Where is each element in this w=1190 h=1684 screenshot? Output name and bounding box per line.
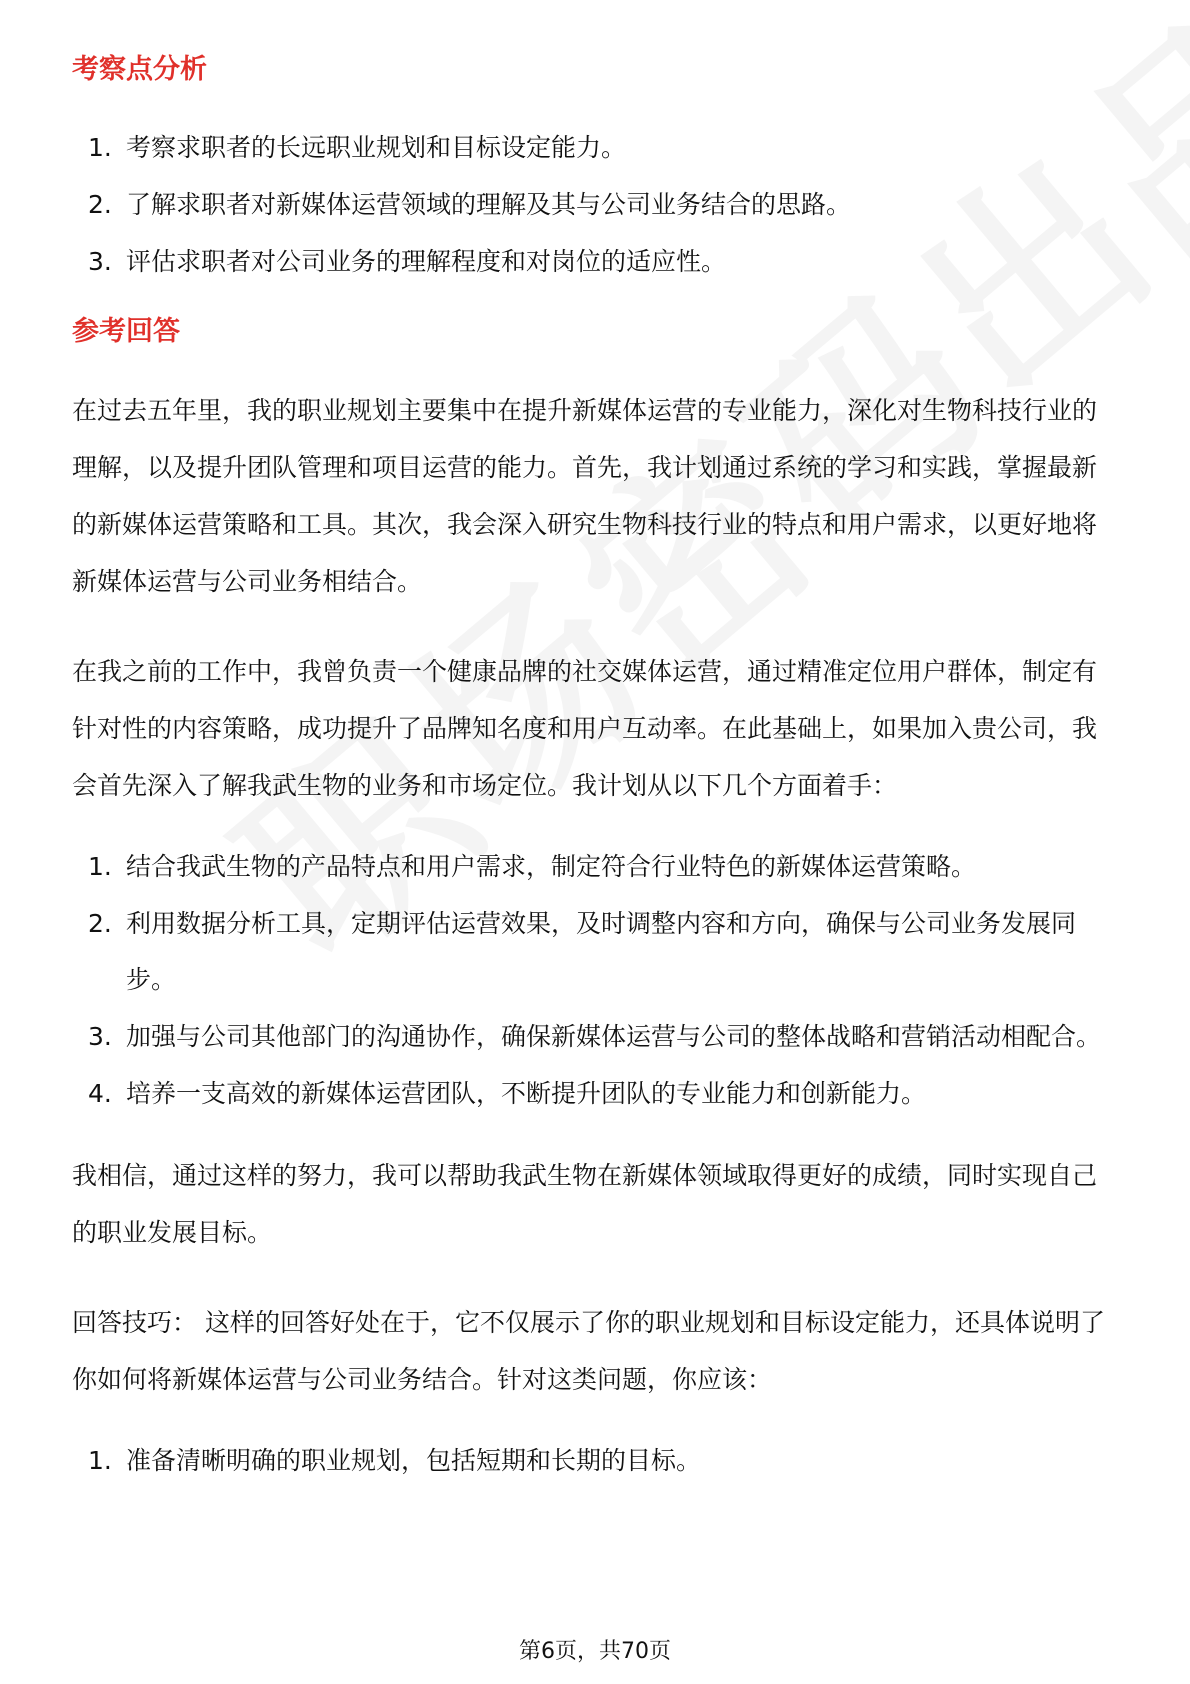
plan-list [72,839,1118,1122]
list-item-text: 加强与公司其他部门的沟通协作，确保新媒体运营与公司的整体战略和营销活动相配合。 [126,1022,1102,1051]
list-number: 1. [88,852,112,881]
answer-paragraph-1: 在过去五年里，我的职业规划主要集中在提升新媒体运营的专业能力，深化对生物科技行业的理解，以及提升团队管理和项目运营的能力。首先，我计划通过系统的学习和实践，掌握最新的新媒体运营策略和工具。其次，我会深入研究生物科技行业的特点和用户需求，以更好地将新媒体运营与公司业务相结合。 [72,396,1098,596]
list-item [72,177,1118,233]
list-item [72,1009,1118,1065]
list-item-text: 利用数据分析工具，定期评估运营效果，及时调整内容和方向，确保与公司业务发展同步。 [126,909,1077,994]
page-content [72,50,1118,1490]
tips-list [72,1433,1118,1489]
page-number: 第6页，共70页 [519,1639,671,1664]
list-item-text: 评估求职者对公司业务的理解程度和对岗位的适应性。 [126,247,727,276]
list-number: 2. [88,190,112,219]
answer-tips-paragraph: 回答技巧： 这样的回答好处在于，它不仅展示了你的职业规划和目标设定能力，还具体说明了你如何将新媒体运营与公司业务结合。针对这类问题，你应该： [72,1308,1105,1394]
list-number: 1. [88,133,112,162]
list-number: 4. [88,1079,112,1108]
list-item [72,1433,1118,1489]
answer-paragraph-3: 我相信，通过这样的努力，我可以帮助我武生物在新媒体领域取得更好的成绩，同时实现自己的职业发展目标。 [72,1161,1098,1247]
list-item [72,1066,1118,1122]
list-number: 3. [88,247,112,276]
list-item-text: 结合我武生物的产品特点和用户需求，制定符合行业特色的新媒体运营策略。 [126,852,977,881]
analysis-list [72,120,1118,290]
list-number: 3. [88,1022,112,1051]
list-number: 1. [88,1446,112,1475]
list-item-text: 考察求职者的长远职业规划和目标设定能力。 [126,133,627,162]
list-item-text: 了解求职者对新媒体运营领域的理解及其与公司业务结合的思路。 [126,190,852,219]
answer-paragraph-2: 在我之前的工作中，我曾负责一个健康品牌的社交媒体运营，通过精准定位用户群体，制定有针对性的内容策略，成功提升了品牌知名度和用户互动率。在此基础上，如果加入贵公司，我会首先深入了解我武生物的业务和市场定位。我计划从以下几个方面着手： [72,657,1098,800]
list-item-text: 培养一支高效的新媒体运营团队，不断提升团队的专业能力和创新能力。 [126,1079,927,1108]
section-heading-answer: 参考回答 [72,316,180,347]
list-item [72,839,1118,895]
list-item-text: 准备清晰明确的职业规划，包括短期和长期的目标。 [126,1446,702,1475]
list-item [72,120,1118,176]
list-number: 2. [88,909,112,938]
list-item [72,234,1118,290]
section-heading-analysis: 考察点分析 [72,54,207,85]
list-item [72,896,1118,1008]
